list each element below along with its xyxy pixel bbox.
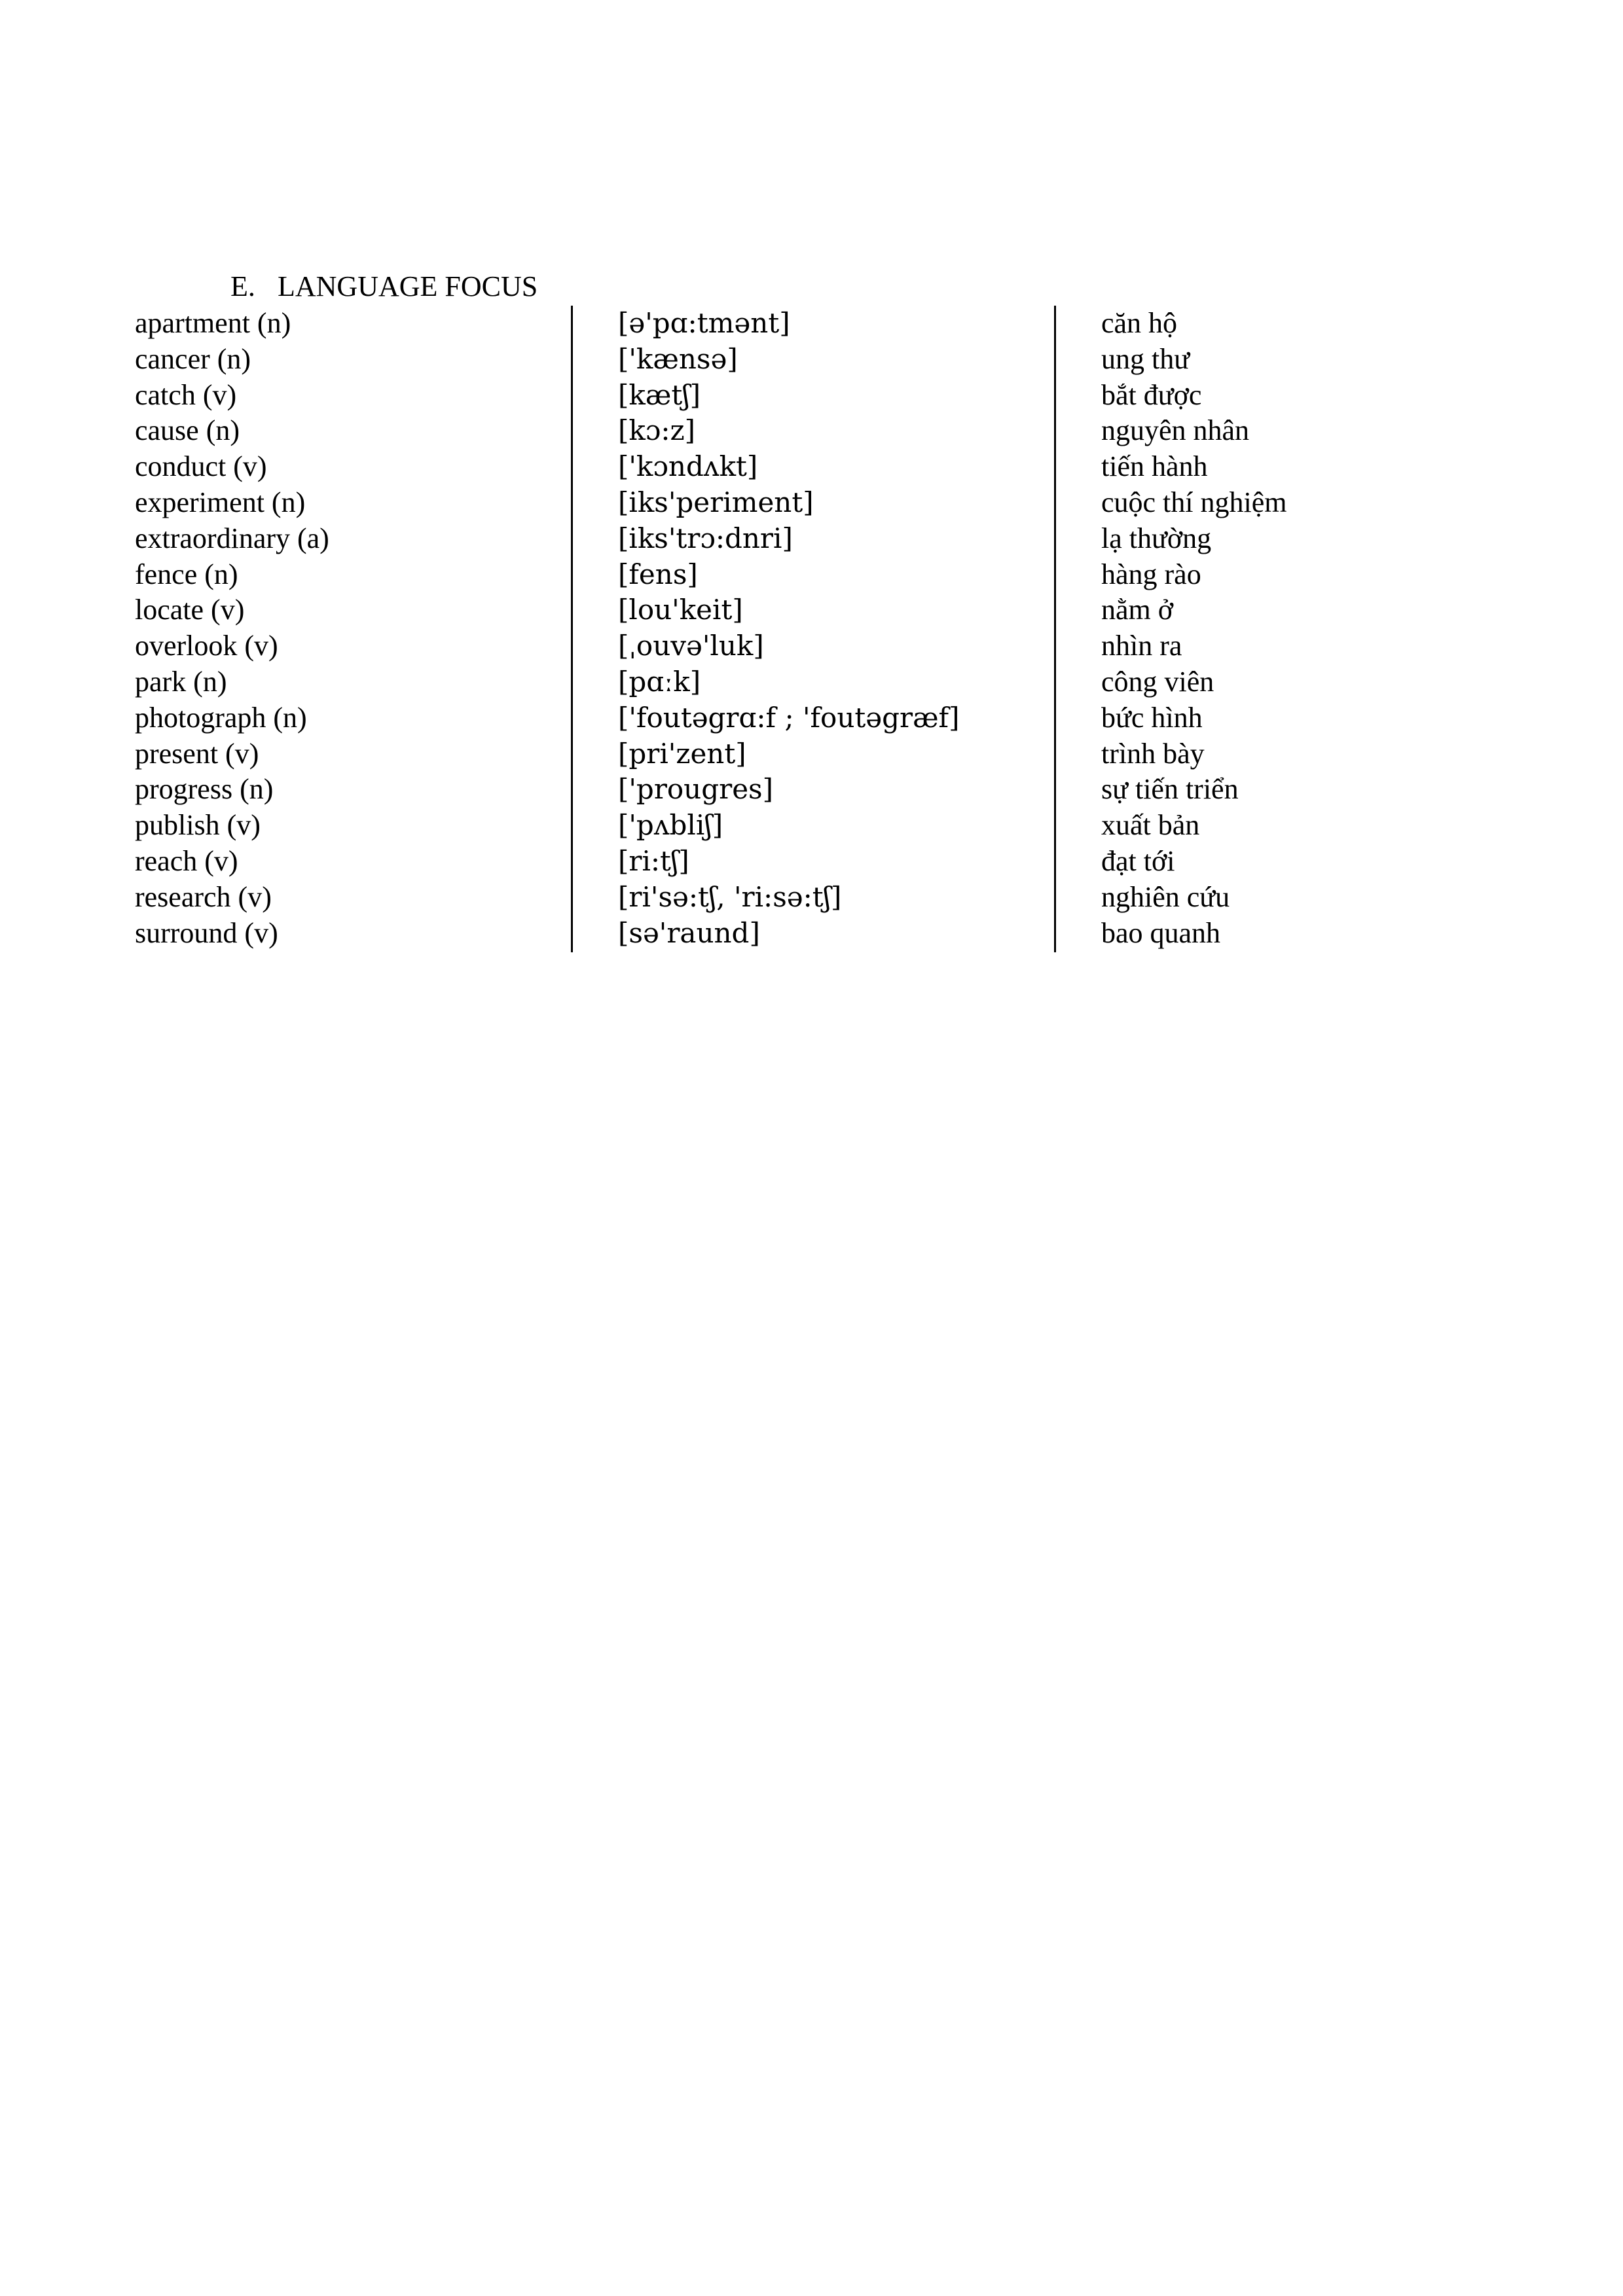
- vocab-pronunciation: ['foutəgrɑ:f ; 'foutəgræf]: [618, 701, 960, 734]
- vocab-pronunciation: [kɔ:z]: [618, 414, 696, 447]
- vocab-pronunciation: ['prougres]: [618, 773, 773, 806]
- vocab-pronunciation: [lou'keit]: [618, 594, 743, 626]
- vocab-pronunciation: [ri:tʃ]: [618, 844, 689, 877]
- vocab-pronunciation: [sə'raund]: [618, 916, 760, 949]
- vocab-pronunciation: ['kænsə]: [618, 342, 738, 375]
- vocab-word: locate (v): [135, 594, 245, 626]
- vocab-word: photograph (n): [135, 701, 307, 734]
- vocab-pronunciation: [ri'sə:tʃ, 'ri:sə:tʃ]: [618, 880, 842, 913]
- vocab-meaning: nằm ở: [1101, 594, 1174, 626]
- vocab-word: cancer (n): [135, 342, 251, 375]
- vocab-meaning: căn hộ: [1101, 307, 1178, 339]
- vocab-word: present (v): [135, 737, 259, 770]
- vocab-pronunciation: [fens]: [618, 558, 698, 590]
- section-heading: [230, 267, 538, 306]
- vocab-pronunciation: ['pʌbliʃ]: [618, 809, 723, 842]
- vocab-meaning: bức hình: [1101, 701, 1203, 734]
- vocab-meaning: xuất bản: [1101, 809, 1200, 842]
- vocab-meaning: cuộc thí nghiệm: [1101, 486, 1287, 518]
- vocab-pronunciation: [iks'trɔ:dnri]: [618, 522, 793, 554]
- vocab-meaning: bao quanh: [1101, 916, 1221, 949]
- vocab-pronunciation: [ə'pɑ:tmənt]: [618, 307, 790, 339]
- vocab-pronunciation: [iks'periment]: [618, 486, 814, 518]
- vocab-word: reach (v): [135, 844, 238, 877]
- vocab-pronunciation: [ˌouvə'luk]: [618, 630, 764, 662]
- vocab-meaning: nghiên cứu: [1101, 880, 1230, 913]
- vocab-meaning: sự tiến triển: [1101, 773, 1239, 806]
- vocab-word: conduct (v): [135, 450, 267, 483]
- vocab-word: surround (v): [135, 916, 278, 949]
- vocab-pronunciation: [kætʃ]: [618, 378, 701, 411]
- pronunciation-column: [618, 306, 959, 951]
- vocab-meaning: hàng rào: [1101, 558, 1201, 590]
- vocab-meaning: nguyên nhân: [1101, 414, 1250, 447]
- vocab-pronunciation: [pri'zent]: [618, 737, 746, 770]
- vocab-meaning: trình bày: [1101, 737, 1205, 770]
- vocab-word: publish (v): [135, 809, 261, 842]
- vocab-meaning: công viên: [1101, 665, 1214, 698]
- vocab-meaning: bắt được: [1101, 378, 1202, 411]
- vocab-word: cause (n): [135, 414, 240, 447]
- column-divider-2: [1054, 306, 1056, 952]
- vocab-word: catch (v): [135, 378, 237, 411]
- vocab-word: overlook (v): [135, 630, 278, 662]
- vocab-pronunciation: ['kɔndʌkt]: [618, 450, 758, 483]
- word-column: [135, 306, 329, 951]
- vocab-word: extraordinary (a): [135, 522, 329, 554]
- section-title: LANGUAGE FOCUS: [278, 270, 538, 302]
- vocab-meaning: tiến hành: [1101, 450, 1208, 483]
- vocab-word: experiment (n): [135, 486, 306, 518]
- vocab-word: fence (n): [135, 558, 238, 590]
- meaning-column: [1101, 306, 1287, 951]
- vocab-meaning: nhìn ra: [1101, 630, 1182, 662]
- column-divider-1: [571, 306, 573, 952]
- section-letter: E.: [230, 270, 255, 302]
- vocab-meaning: ung thư: [1101, 342, 1190, 375]
- vocab-word: research (v): [135, 880, 272, 913]
- vocab-word: apartment (n): [135, 307, 291, 339]
- vocab-pronunciation: [pɑːk]: [618, 665, 701, 698]
- vocab-word: park (n): [135, 665, 227, 698]
- vocab-meaning: lạ thường: [1101, 522, 1212, 554]
- vocab-meaning: đạt tới: [1101, 844, 1175, 877]
- vocab-word: progress (n): [135, 773, 274, 806]
